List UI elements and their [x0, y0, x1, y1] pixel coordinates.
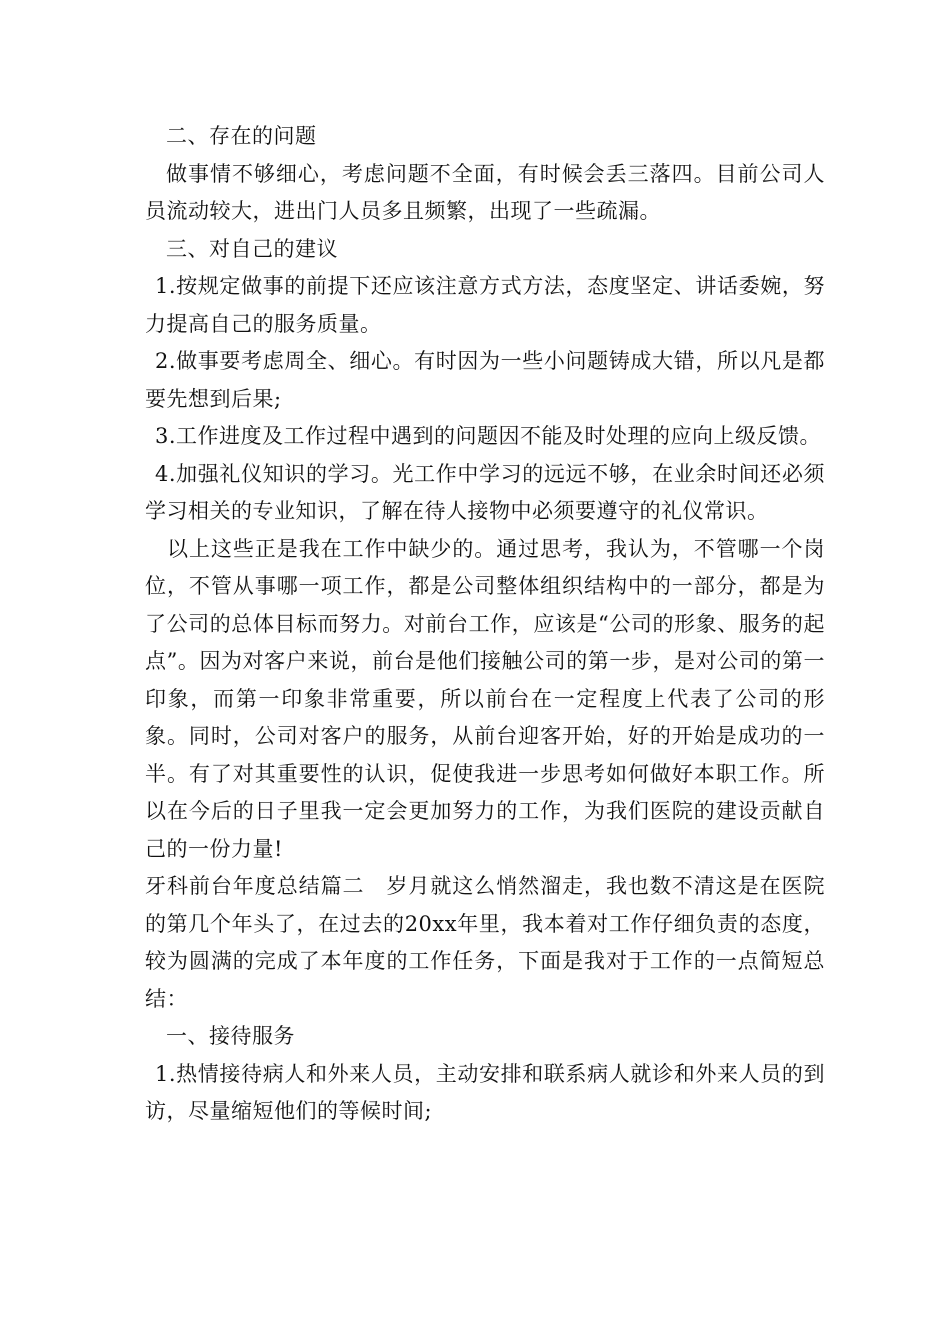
heading-suggestions: 三、对自己的建议: [166, 236, 338, 261]
paragraph-reflection: 以上这些正是我在工作中缺少的。通过思考，我认为，不管哪一个岗位，不管从事哪一项工作，都是公司整体组织结构中的一部分，都是为了公司的总体目标而努力。对前台工作，应该是“公司的形象、服务的起点”。因为对客户来说，前台是他们接触公司的第一步，是对公司的第一印象，而第一印象非常重要，所以前台在一定程度上代表了公司的形象。同时，公司对客户的服务，从前台迎客开始，好的开始是成功的一半。有了对其重要性的认识，促使我进一步思考如何做好本职工作。所以在今后的日子里我一定会更加努力的工作，为我们医院的建设贡献自己的一份力量!: [145, 536, 825, 861]
reception-item-1: 1.热情接待病人和外来人员，主动安排和联系病人就诊和外来人员的到访，尽量缩短他们的等候时间;: [145, 1061, 825, 1123]
suggestion-item-4: 4.加强礼仪知识的学习。光工作中学习的远远不够，在业余时间还必须学习相关的专业知识，了解在待人接物中必须要遵守的礼仪常识。: [145, 461, 825, 523]
suggestion-item-3: 3.工作进度及工作过程中遇到的问题因不能及时处理的应向上级反馈。: [155, 424, 822, 448]
suggestion-item-2: 2.做事要考虑周全、细心。有时因为一些小问题铸成大错，所以凡是都要先想到后果;: [145, 349, 825, 411]
heading-problems: 二、存在的问题: [166, 124, 317, 148]
paragraph-part-two-intro: 牙科前台年度总结篇二 岁月就这么悄然溜走，我也数不清这是在医院的第几个年头了，在过去的20xx年里，我本着对工作仔细负责的态度，较为圆满的完成了本年度的工作任务，下面是我对于工作的一点简短总结：: [145, 874, 825, 1011]
suggestion-item-1: 1.按规定做事的前提下还应该注意方式方法，态度坚定、讲话委婉，努力提高自己的服务质量。: [145, 274, 825, 336]
paragraph-problems: 做事情不够细心，考虑问题不全面，有时候会丢三落四。目前公司人员流动较大，进出门人员多且频繁，出现了一些疏漏。: [145, 161, 825, 223]
heading-reception-service: 一、接待服务: [166, 1024, 295, 1048]
document-body: [145, 118, 825, 1131]
